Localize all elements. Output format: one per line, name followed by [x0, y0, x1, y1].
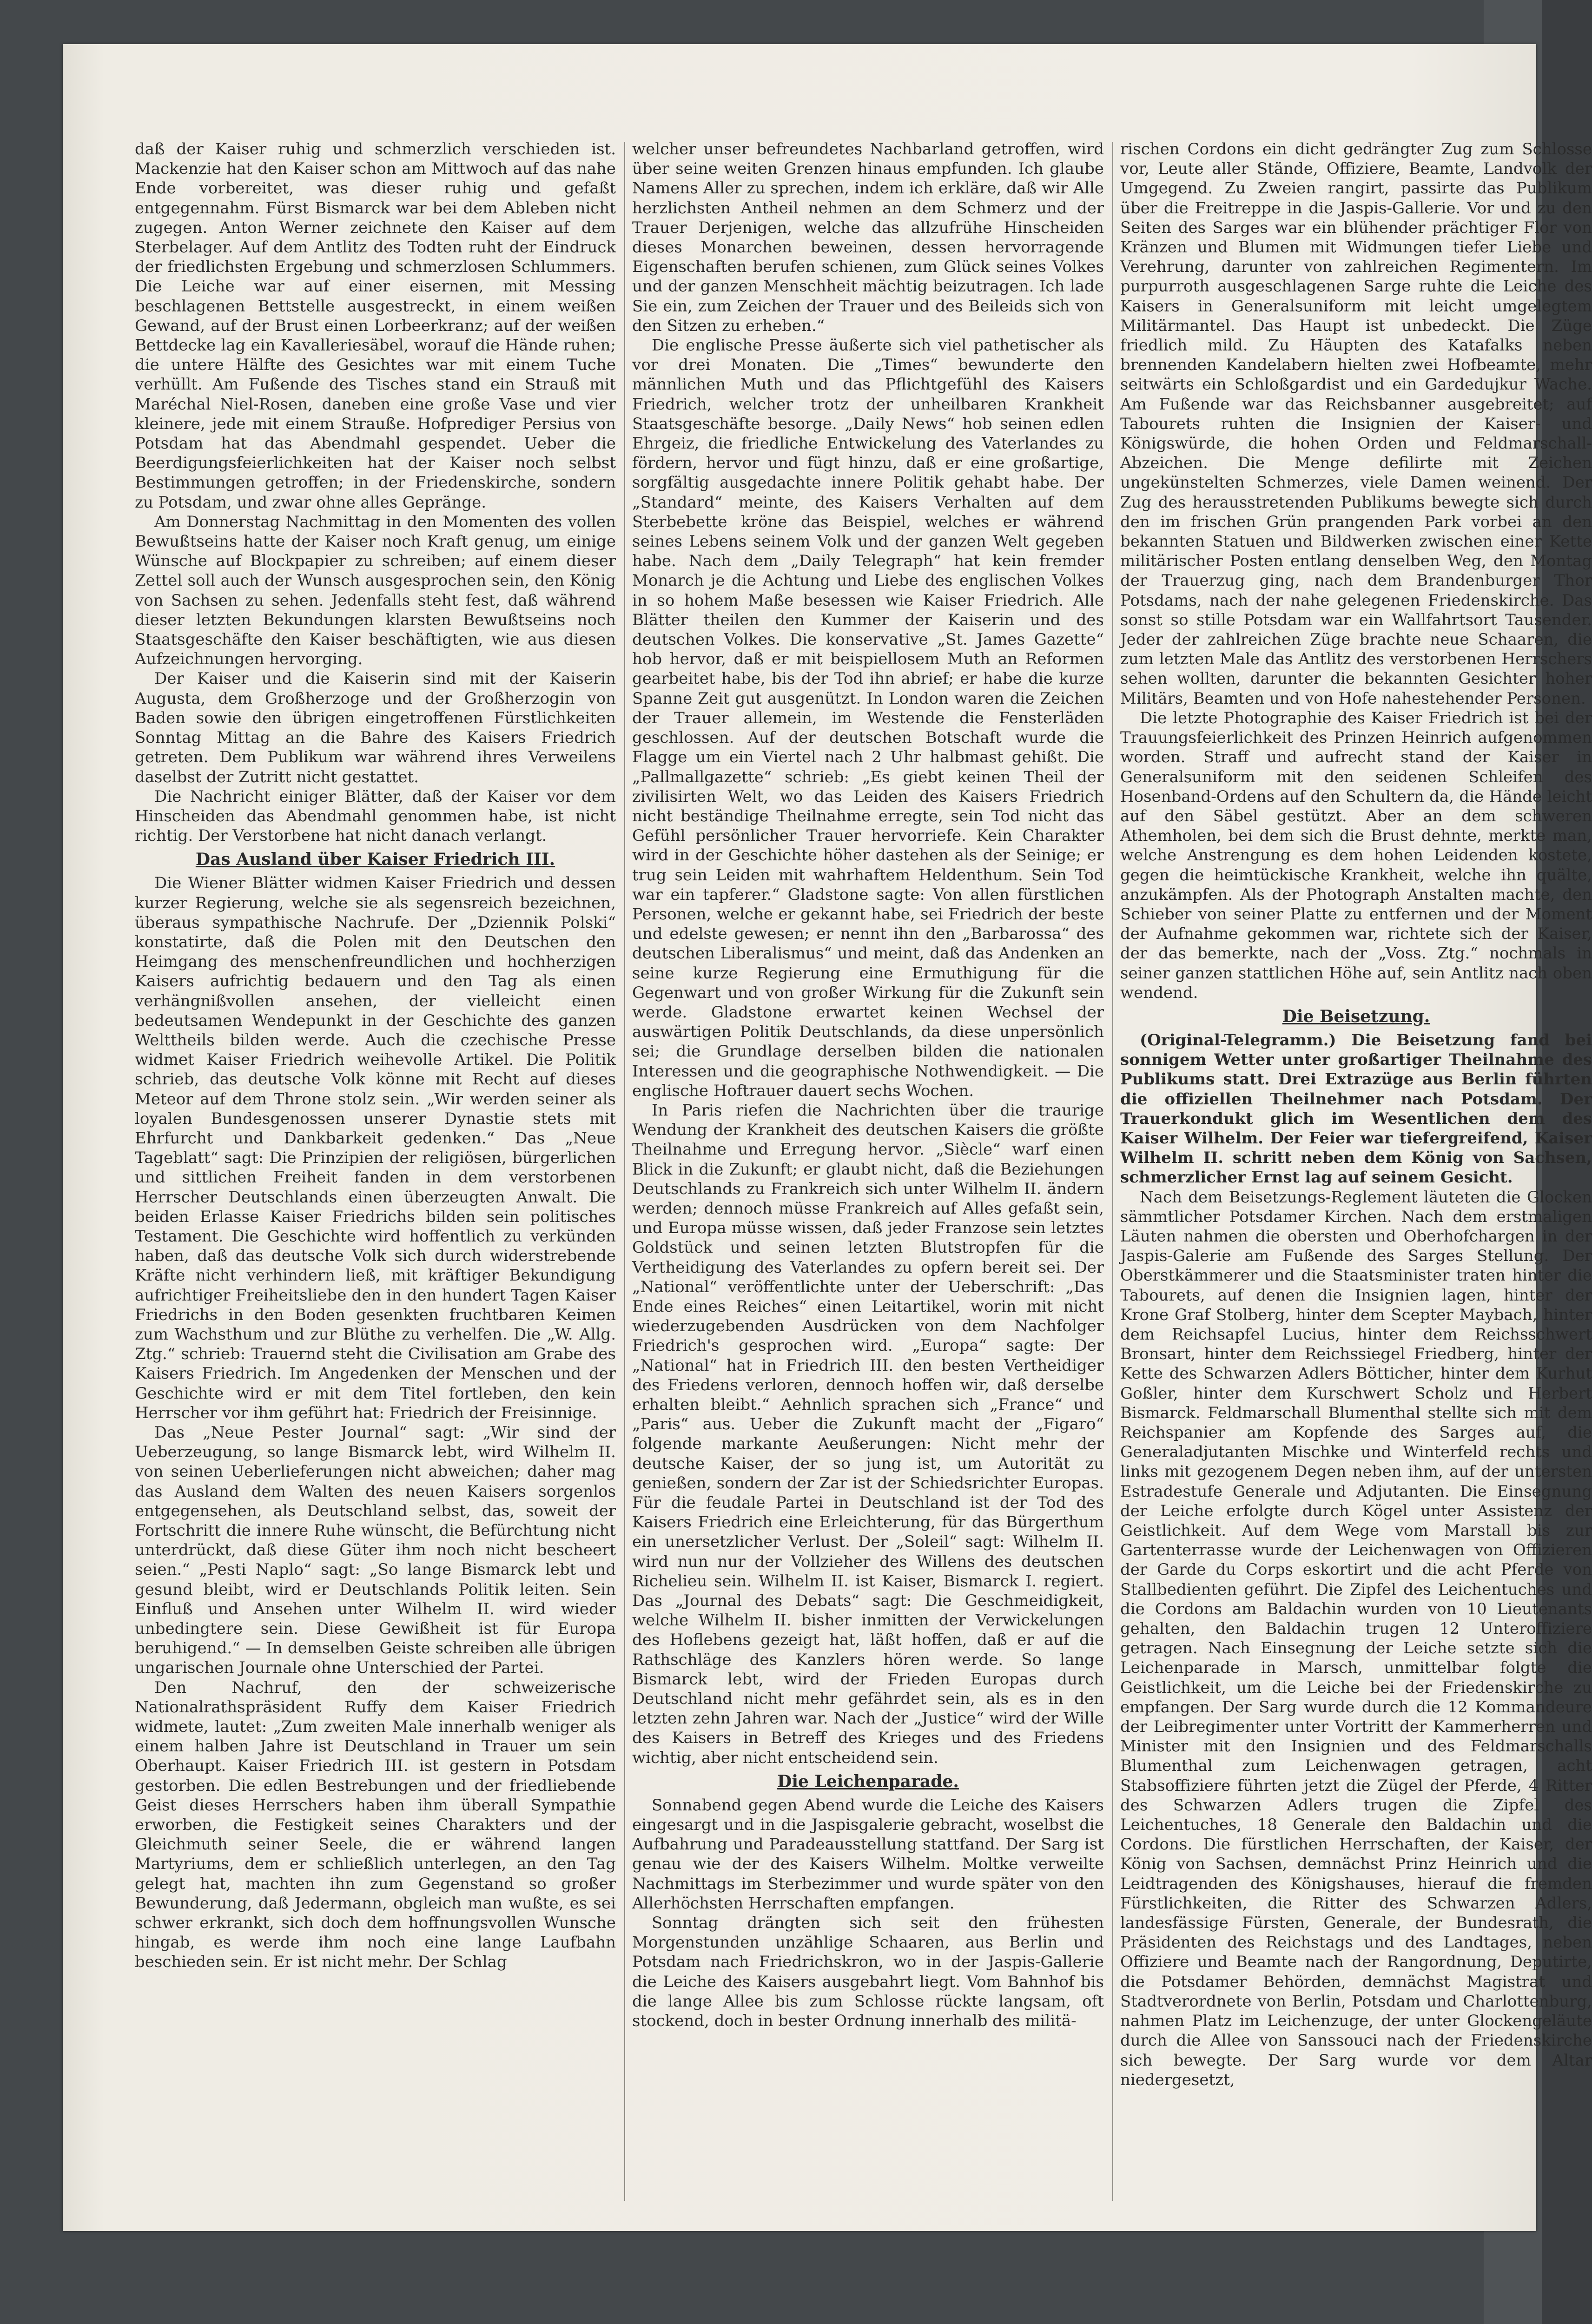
- paragraph: Die letzte Photographie des Kaiser Friedrich ist bei der Trauungsfeierlichkeit des Prinzen Heinrich aufgenommen worden. Straff und aufrecht stand der Kaiser in Generalsuniform mit den seidenen Schleifen des Hosenband-Ordens auf den Schultern da, die Hände leicht auf den Säbel gestützt. Aber an dem schweren Athemholen, bei dem sich die Brust dehnte, merkte man, welche Anstrengung es dem hohen Leidenden kostete, gegen die heimtückische Krankheit, welche ihn quälte, anzukämpfen. Als der Photograph Anstalten machte, den Schieber von seiner Platte zu entfernen und der Moment der Aufnahme gekommen war, richtete sich der Kaiser, der das bemerkte, nach der „Voss. Ztg.“ nochmals in seiner ganzen stattlichen Höhe auf, sein Antlitz nach oben wendend.: [1120, 708, 1592, 1002]
- paragraph: Der Kaiser und die Kaiserin sind mit der Kaiserin Augusta, dem Großherzoge und der Großherzogin von Baden sowie den übrigen eingetroffenen Fürstlichkeiten Sonntag Mittag an die Bahre des Kaisers Friedrich getreten. Dem Publikum war während ihres Verweilens daselbst der Zutritt nicht gestattet.: [135, 669, 616, 786]
- paragraph: (Original-Telegramm.) Die Beisetzung fand bei sonnigem Wetter unter großartiger Theilnahme des Publikums statt. Drei Extrazüge aus Berlin führten die offiziellen Theilnehmer nach Potsdam. Der Trauerkondukt glich im Wesentlichen dem des Kaiser Wilhelm. Der Feier war tiefergreifend, Kaiser Wilhelm II. schritt neben dem König von Sachsen, schmerzlicher Ernst lag auf seinem Gesicht.: [1120, 1030, 1592, 1187]
- paragraph: Die englische Presse äußerte sich viel pathetischer als vor drei Monaten. Die „Times“ bewunderte den männlichen Muth und das Pflichtgefühl des Kaisers Friedrich, welcher trotz der unheilbaren Krankheit Staatsgeschäfte besorge. „Daily News“ hob seinen edlen Ehrgeiz, die friedliche Entwickelung des Vaterlandes zu fördern, hervor und fügt hinzu, daß er eine großartige, sorgfältig ausgedachte innere Politik gehabt habe. Der „Standard“ meinte, des Kaisers Verhalten auf dem Sterbebette kröne das Beispiel, welches er während seines Lebens seinem Volk und der ganzen Welt gegeben habe. Nach dem „Daily Telegraph“ hat kein fremder Monarch je die Achtung und Liebe des englischen Volkes in so hohem Maße besessen wie Kaiser Friedrich. Alle Blätter theilen den Kummer der Kaiserin und des deutschen Volkes. Die konservative „St. James Gazette“ hob hervor, daß er mit beispiellosem Muth an Reformen gearbeitet habe, bis der Tod ihn abrief; er habe die kurze Spanne Zeit gut ausgenützt. In London waren die Zeichen der Trauer allemein, im Westende die Fensterläden geschlossen. Auf der deutschen Botschaft wurde die Flagge um ein Viertel nach 2 Uhr halbmast gehißt. Die „Pallmallgazette“ schrieb: „Es giebt keinen Theil der zivilisirten Welt, wo das Leiden des Kaisers Friedrich nicht beständige Theilnahme erregte, sein Tod nicht das Gefühl persönlicher Trauer hervorriefe. Kein Charakter wird in der Geschichte höher dastehen als der Seinige; er trug sein Leiden mit wahrhaftem Heldenthum. Sein Tod war ein tapferer.“ Gladstone sagte: Von allen fürstlichen Personen, welche er gekannt habe, sei Friedrich der beste und edelste gewesen; er nennt ihn den „Barbarossa“ des deutschen Liberalismus“ und meint, daß das Andenken an seine kurze Regierung eine Ermuthigung für die Gegenwart und von großer Wirkung für die Zukunft sein werde. Gladstone erwartet keinen Wechsel der auswärtigen Politik Deutschlands, da diese unpersönlich sei; die Grundlage derselben bilden die nationalen Interessen und die geographische Nothwendigkeit. — Die englische Hoftrauer dauert sechs Wochen.: [632, 336, 1104, 1100]
- paragraph: Nach dem Beisetzungs-Reglement läuteten die Glocken sämmtlicher Potsdamer Kirchen. Nach dem erstmaligen Läuten nahmen die obersten und Oberhofchargen in der Jaspis-Galerie am Fußende des Sarges Stellung. Der Oberstkämmerer und die Staatsminister traten hinter die Tabourets, auf denen die Insignien lagen, hinter der Krone Graf Stolberg, hinter dem Scepter Maybach, hinter dem Reichsapfel Lucius, hinter dem Reichsschwert Bronsart, hinter dem Reichssiegel Friedberg, hinter der Kette des Schwarzen Adlers Bötticher, hinter dem Kurhut Goßler, hinter dem Kurschwert Scholz und Herbert Bismarck. Feldmarschall Blumenthal stellte sich mit dem Reichspanier am Kopfende des Sarges auf, die Generaladjutanten Mischke und Winterfeld rechts und links mit gezogenem Degen neben ihm, auf der untersten Estradestufe Generale und Adjutanten. Die Einsegnung der Leiche erfolgte durch Kögel unter Assistenz der Geistlichkeit. Auf dem Wege vom Marstall bis zur Gartenterrasse wurde der Leichenwagen von Offizieren der Garde du Corps eskortirt und die acht Pferde von Stallbedienten geführt. Die Zipfel des Leichentuches und die Cordons am Baldachin wurden von 10 Lieutenants gehalten, den Baldachin trugen 12 Unteroffiziere getragen. Nach Einsegnung der Leiche setzte sich die Leichenparade in Marsch, unmittelbar folgte die Geistlichkeit, um die Leiche bei der Friedenskirche zu empfangen. Der Sarg wurde durch die 12 Kommandeure der Leibregimenter unter Vortritt der Kammerherren und Minister mit den Insignien und des Feldmarschalls Blumenthal zum Leichenwagen getragen, acht Stabsoffiziere führten jetzt die Zügel der Pferde, 4 Ritter des Schwarzen Adlers trugen die Zipfel des Leichentuches, 18 Generale den Baldachin und die Cordons. Die fürstlichen Herrschaften, der Kaiser, der König von Sachsen, demnächst Prinz Heinrich und die Leidtragenden des Königshauses, hierauf die fremden Fürstlichkeiten, die Ritter des Schwarzen Adlers, landesfässige Fürsten, Generale, der Bundesrath, die Präsidenten des Reichstags und des Landtages, neben Offiziere und Beamte nach der Rangordnung, Deputirte, die Potsdamer Behörden, demnächst Magistrat und Stadtverordnete von Berlin, Potsdam und Charlottenburg, nahmen Platz im Leichenzuge, der unter Glockengeläute durch die Allee von Sanssouci nach der Friedenskirche sich bewegte. Der Sarg wurde vor dem Altar niedergesetzt,: [1120, 1188, 1592, 2089]
- paragraph: Den Nachruf, den der schweizerische Nationalrathspräsident Ruffy dem Kaiser Friedrich widmete, lautet: „Zum zweiten Male innerhalb weniger als einem halben Jahre ist Deutschland in Trauer um sein Oberhaupt. Kaiser Friedrich III. ist gestern in Potsdam gestorben. Die edlen Bestrebungen und der friedliebende Geist dieses Herrschers haben ihm überall Sympathie erworben, die Festigkeit seines Charakters und der Gleichmuth seiner Seele, die er während langen Martyriums, dem er schließlich unterlegen, an den Tag gelegt hat, machten ihn zum Gegenstand so großer Bewunderung, daß Jedermann, obgleich man wußte, es sei schwer erkrankt, sich doch dem hoffnungsvollen Wunsche hingab, es werde ihm noch eine lange Laufbahn beschieden sein. Er ist nicht mehr. Der Schlag: [135, 1678, 616, 1972]
- paragraph: Am Donnerstag Nachmittag in den Momenten des vollen Bewußtseins hatte der Kaiser noch Kraft genug, um einige Wünsche auf Blockpapier zu schreiben; auf einem dieser Zettel soll auch der Wunsch ausgesprochen sein, den König von Sachsen zu sehen. Jedenfalls steht fest, daß während dieser letzten Bekundungen klarsten Bewußtseins noch Staatsgeschäfte den Kaiser beschäftigten, wie aus diesen Aufzeichnungen hervorging.: [135, 512, 616, 669]
- paragraph: rischen Cordons ein dicht gedrängter Zug zum Schlosse vor, Leute aller Stände, Offiziere, Beamte, Landvolk der Umgegend. Zu Zweien rangirt, passirte das Publikum über die Freitreppe in die Jaspis-Gallerie. Vor und zu den Seiten des Sarges war ein blühender prächtiger Flor von Kränzen und Blumen mit Widmungen tiefer Liebe und Verehrung, darunter von zahlreichen Regimentern. Im purpurroth ausgeschlagenen Sarge ruhte die Leiche des Kaisers in Generalsuniform mit leicht umgelegtem Militärmantel. Das Haupt ist unbedeckt. Die Züge friedlich mild. Zu Häupten des Katafalks neben brennenden Kandelabern hielten zwei Hofbeamte, mehr seitwärts ein Schloßgardist und ein Gardedujkur Wache. Am Fußende war das Reichsbanner ausgebreitet; auf Tabourets ruhten die Insignien der Kaiser- und Königswürde, die hohen Orden und Feldmarschall-Abzeichen. Die Menge defilirte mit Zeichen ungekünstelten Schmerzes, viele Damen weinend. Der Zug des herausstretenden Publikums bewegte sich durch den im frischen Grün prangenden Park vorbei an den bekannten Statuen und Bildwerken zwischen einer Kette militärischer Posten entlang denselben Weg, den Montag der Trauerzug ging, nach dem Brandenburger Thor Potsdams, nach der nahe gelegenen Friedenskirche. Das sonst so stille Potsdam war ein Wallfahrtsort Tausender. Jeder der zahlreichen Züge brachte neue Schaaren, die zum letzten Male das Antlitz des verstorbenen Herrschers sehen wollten, darunter die bekannten Gesichter hoher Militärs, Beamten und von Hofe nahestehender Personen.: [1120, 140, 1592, 708]
- column-rule: [624, 142, 625, 2201]
- paragraph: Sonntag drängten sich seit den frühesten Morgenstunden unzählige Schaaren, aus Berlin und Potsdam nach Friedrichskron, wo in der Jaspis-Gallerie die Leiche des Kaisers ausgebahrt liegt. Vom Bahnhof bis die lange Allee bis zum Schlosse rückte langsam, oft stockend, doch in bester Ordnung innerhalb des militä-: [632, 1914, 1104, 2031]
- paragraph: Das „Neue Pester Journal“ sagt: „Wir sind der Ueberzeugung, so lange Bismarck lebt, wird Wilhelm II. von seinen Ueberlieferungen nicht abweichen; daher mag das Ausland dem Walten des neuen Kaisers sorgenlos entgegensehen, als Deutschland selbst, das, soweit der Fortschritt die innere Ruhe wünscht, die Befürchtung nicht unterdrückt, daß diese Güter ihm noch nicht bescheert seien.“ „Pesti Naplo“ sagt: „So lange Bismarck lebt und gesund bleibt, wird er Deutschlands Politik leiten. Sein Einfluß und Ansehen unter Wilhelm II. wird wieder unbedingtere sein. Diese Gewißheit ist für Europa beruhigend.“ — In demselben Geiste schreiben alle übrigen ungarischen Journale ohne Unterschied der Partei.: [135, 1423, 616, 1677]
- paragraph: Die Nachricht einiger Blätter, daß der Kaiser vor dem Hinscheiden das Abendmahl genommen habe, ist nicht richtig. Der Verstorbene hat nicht danach verlangt.: [135, 787, 616, 845]
- paragraph: Die Wiener Blätter widmen Kaiser Friedrich und dessen kurzer Regierung, welche sie als segensreich bezeichnen, überaus sympathische Nachrufe. Der „Dziennik Polski“ konstatirte, daß die Polen mit den Deutschen den Heimgang des menschenfreundlichen und hochherzigen Kaisers aufrichtig bedauern und den Tag als einen verhängnißvollen ansehen, der vielleicht einen bedeutsamen Wendepunkt in der Geschichte des ganzen Welttheils bilden werde. Auch die czechische Presse widmet Kaiser Friedrich weihevolle Artikel. Die Politik schrieb, das deutsche Volk könne mit Recht auf dieses Meteor auf dem Throne stolz sein. „Wir werden seiner als loyalen Bundesgenossen unserer Dynastie stets mit Ehrfurcht und Dankbarkeit gedenken.“ Das „Neue Tageblatt“ sagt: Die Prinzipien der religiösen, bürgerlichen und sittlichen Freiheit fanden in dem verstorbenen Herrscher Deutschlands einen überzeugten Anwalt. Die beiden Erlasse Kaiser Friedrichs bilden sein politisches Testament. Die Geschichte wird hoffentlich zu verkünden haben, daß das deutsche Volk sich durch widerstrebende Kräfte nicht verhindern ließ, mit kräftiger Bekundigung aufrichtiger Freiheitsliebe den in den hundert Tagen Kaiser Friedrichs in den Boden gesenkten fruchtbaren Keimen zum Wachsthum und zur Blüthe zu verhelfen. Die „W. Allg. Ztg.“ schrieb: Trauernd steht die Civilisation am Grabe des Kaisers Friedrich. Im Angedenken der Menschen und der Geschichte wird er mit dem Titel fortleben, den kein Herrscher vor ihm geführt hat: Friedrich der Freisinnige.: [135, 874, 616, 1422]
- column-left: [135, 139, 616, 2203]
- paragraph: daß der Kaiser ruhig und schmerzlich verschieden ist. Mackenzie hat den Kaiser schon am Mittwoch auf das nahe Ende vorbereitet, was dieser ruhig und gefaßt entgegennahm. Fürst Bismarck war bei dem Ableben nicht zugegen. Anton Werner zeichnete den Kaiser auf dem Sterbelager. Auf dem Antlitz des Todten ruht der Eindruck der friedlichsten Ergebung und schmerzlosen Schlummers. Die Leiche war auf einer eisernen, mit Messing beschlagenen Bettstelle ausgestreckt, in einem weißen Gewand, auf der Brust einen Lorbeerkranz; auf der weißen Bettdecke lag ein Kavalleriesäbel, worauf die Hände ruhen; die untere Hälfte des Gesichtes war mit einem Tuche verhüllt. Am Fußende des Tisches stand ein Strauß mit Maréchal Niel-Rosen, daneben eine große Vase und vier kleinere, jede mit einem Strauße. Hofprediger Persius von Potsdam hat das Abendmahl gespendet. Ueber die Beerdigungsfeierlichkeiten hat der Kaiser noch selbst Bestimmungen getroffen; in der Friedenskirche, sondern zu Potsdam, und zwar ohne alles Gepränge.: [135, 140, 616, 512]
- paragraph: Sonnabend gegen Abend wurde die Leiche des Kaisers eingesargt und in die Jaspisgalerie gebracht, woselbst die Aufbahrung und Paradeausstellung stattfand. Der Sarg ist genau wie der des Kaisers Wilhelm. Moltke verweilte Nachmittags im Sterbezimmer und wurde später von den Allerhöchsten Herrschaften empfangen.: [632, 1796, 1104, 1913]
- section-heading: Die Leichenparade.: [777, 1771, 959, 1791]
- column-rule: [1112, 142, 1113, 2201]
- section-heading: Das Ausland über Kaiser Friedrich III.: [195, 850, 555, 870]
- newspaper-page: [63, 44, 1592, 2231]
- column-middle: [632, 139, 1104, 2203]
- section-heading: Die Beisetzung.: [1282, 1006, 1430, 1026]
- column-right: [1120, 139, 1592, 2203]
- paragraph: In Paris riefen die Nachrichten über die traurige Wendung der Krankheit des deutschen Kaisers die größte Theilnahme und Erregung hervor. „Siècle“ warf einen Blick in die Zukunft; er glaubt nicht, daß die Beziehungen Deutschlands zu Frankreich sich unter Wilhelm II. ändern werden; dennoch müsse Frankreich auf Alles gefaßt sein, und Europa müsse wissen, daß jeder Franzose sein letztes Goldstück und seinen letzten Blutstropfen für die Vertheidigung des Vaterlandes zu opfern bereit sei. Der „National“ veröffentlichte unter der Ueberschrift: „Das Ende eines Reiches“ einen Leitartikel, worin mit nicht wiederzugebenden Ausdrücken von dem Nachfolger Friedrich's gesprochen wird. „Europa“ sagte: Der „National“ hat in Friedrich III. den besten Vertheidiger des Friedens verloren, dennoch hoffen wir, daß derselbe erhalten bleibt.“ Aehnlich sprachen sich „France“ und „Paris“ aus. Ueber die Zukunft macht der „Figaro“ folgende markante Aeußerungen: Nicht mehr der deutsche Kaiser, der so jung ist, um Autorität zu genießen, sondern der Zar ist der Schiedsrichter Europas. Für die feudale Partei in Deutschland ist der Tod des Kaisers Friedrich eine Erleichterung, für das Bürgerthum ein unersetzlicher Verlust. Der „Soleil“ sagt: Wilhelm II. wird nun nur der Vollzieher des Willens des deutschen Richelieu sein. Wilhelm II. ist Kaiser, Bismarck I. regiert. Das „Journal des Debats“ sagt: Die Geschmeidigkeit, welche Wilhelm II. bisher inmitten der Verwickelungen des Hoflebens gezeigt hat, läßt hoffen, daß er auf die Rathschläge des Kanzlers hören werde. So lange Bismarck lebt, wird der Frieden Europas durch Deutschland nicht mehr gefährdet sein, als es in den letzten zehn Jahren war. Nach der „Justice“ wird der Wille des Kaisers in Betreff des Krieges und des Friedens wichtig, aber nicht entscheidend sein.: [632, 1101, 1104, 1767]
- paragraph: welcher unser befreundetes Nachbarland getroffen, wird über seine weiten Grenzen hinaus empfunden. Ich glaube Namens Aller zu sprechen, indem ich erkläre, daß wir Alle herzlichsten Antheil nehmen an dem Schmerz und der Trauer Derjenigen, welche das allzufrühe Hinscheiden dieses Monarchen beweinen, dessen hervorragende Eigenschaften berufen schienen, zum Glück seines Volkes und der ganzen Menschheit mächtig beizutragen. Ich lade Sie ein, zum Zeichen der Trauer und des Beileids sich von den Sitzen zu erheben.“: [632, 140, 1104, 335]
